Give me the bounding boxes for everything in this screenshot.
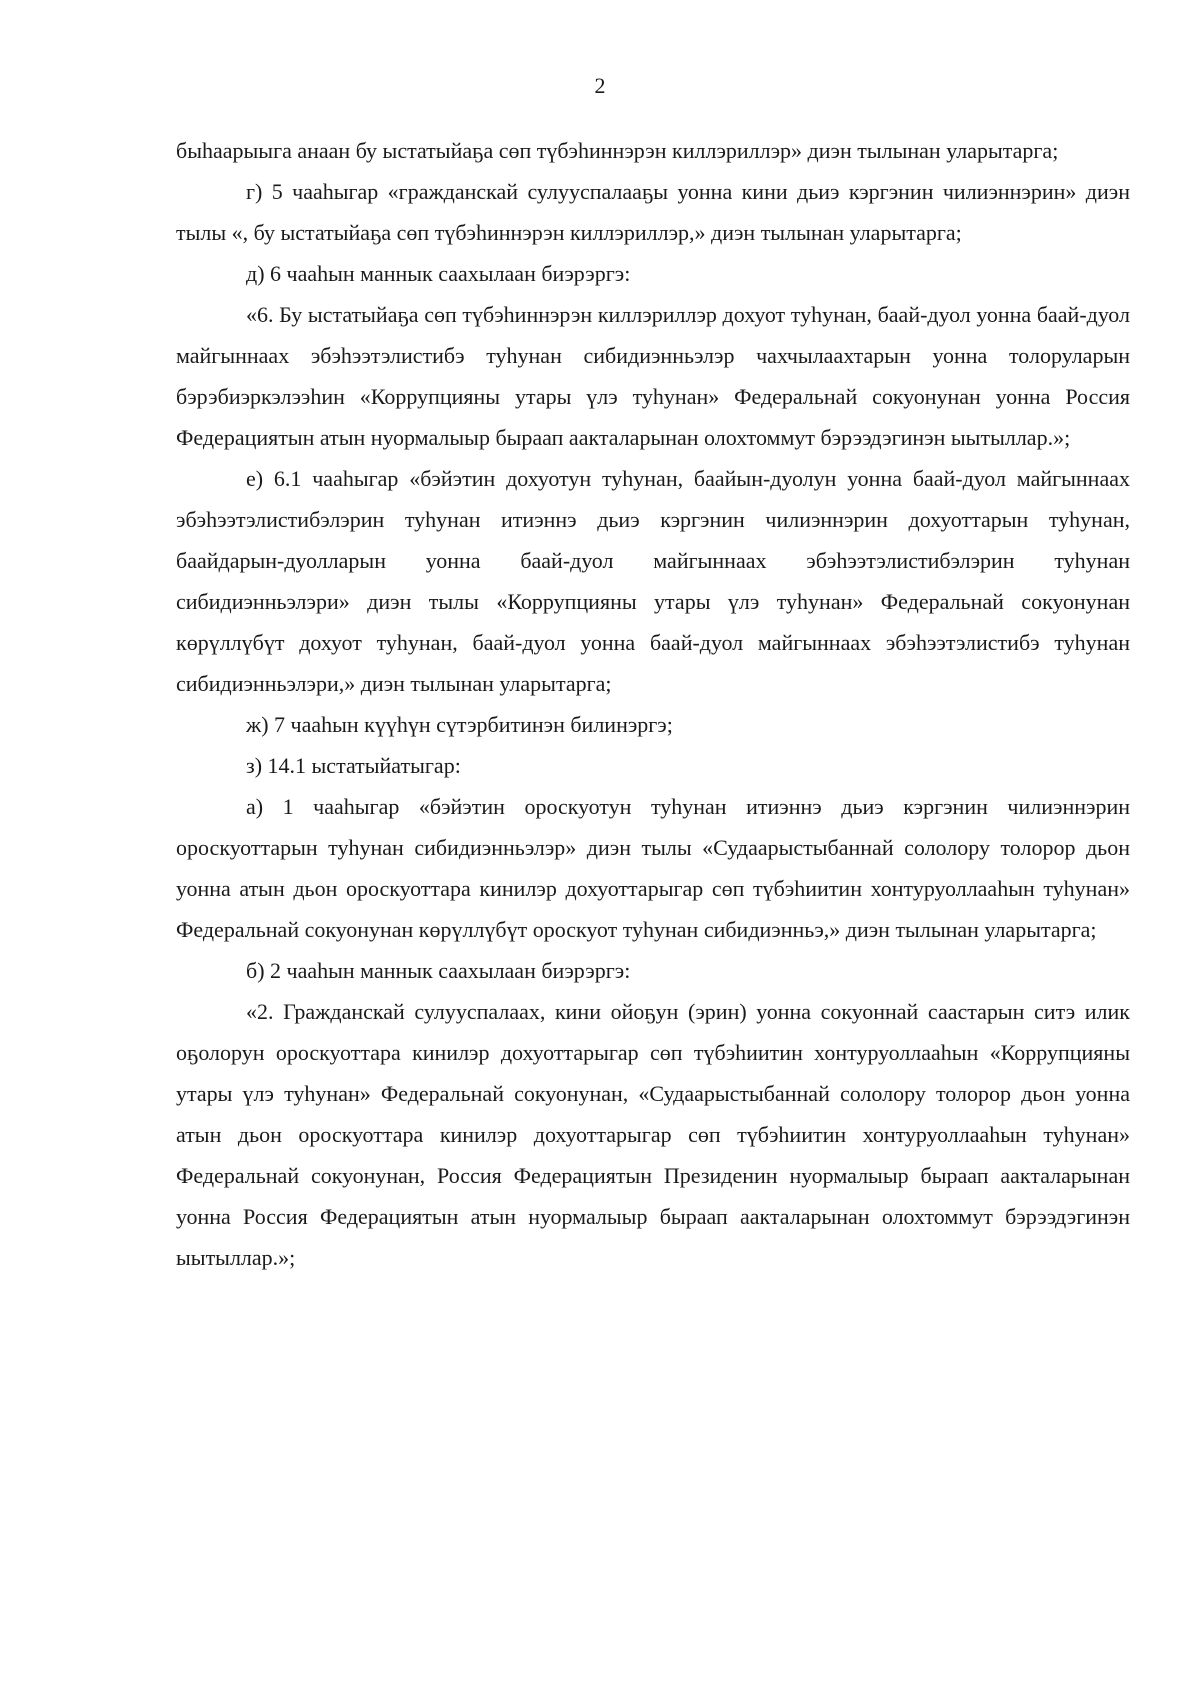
paragraph-3: д) 6 чааhын маннык саахылаан биэрэргэ: <box>246 261 631 286</box>
paragraph-10: «2. Гражданскай сулууспалаах, кини ойоҕун (эрин) уонна сокуоннай саастарын ситэ илик оҕолорун ороскуоттара кинилэр дохуоттарыгар сөп түбэhиитин хонтуруоллааhын «Коррупцияны утары үлэ туhунан» Федеральнай сокуонунан, «Судаарыстыбаннай сололору толорор дьон уонна атын дьон ороскуоттара кинилэр дохуоттарыгар сөп түбэhиитин хонтуруоллааhын туhунан» Федеральнай сокуонунан, Россия Федерациятын Президенин нуормалыыр быраап аакталарынан уонна Россия Федерациятын атын нуормалыыр быраап аакталарынан олохтоммут бэрээдэгинэн ыытыллар.»; <box>176 999 1130 1270</box>
paragraph-5: е) 6.1 чааhыгар «бэйэтин дохуотун туhунан, баайын-дуолун уонна баай-дуол майгыннаах эбэhээтэлистибэлэрин туhунан итиэннэ дьиэ кэргэнин чилиэннэрин дохуоттарын туhунан, баайдарын-дуолларын уонна баай-дуол майгыннаах эбэhээтэлистибэлэрин туhунан сибидиэнньэлэри» диэн тылы «Коррупцияны утары үлэ туhунан» Федеральнай сокуонунан көрүллүбүт дохуот туhунан, баай-дуол уонна баай-дуол майгыннаах эбэhээтэлистибэ туhунан сибидиэнньэлэри,» диэн тылынан уларытарга; <box>176 466 1130 696</box>
paragraph-8: а) 1 чааhыгар «бэйэтин ороскуотун туhунан итиэннэ дьиэ кэргэнин чилиэннэрин ороскуоттарын туhунан сибидиэнньэлэр» диэн тылы «Судаарыстыбаннай сололору толорор дьон уонна атын дьон ороскуоттара кинилэр дохуоттарыгар сөп түбэhиитин хонтуруоллааhын туhунан» Федеральнай сокуонунан көрүллүбүт ороскуот туhунан сибидиэнньэ,» диэн тылынан уларытарга; <box>176 794 1130 942</box>
paragraph-6: ж) 7 чааhын күүhүн сүтэрбитинэн билинэргэ; <box>246 712 673 737</box>
paragraph-9: б) 2 чааhын маннык саахылаан биэрэргэ: <box>246 958 631 983</box>
page-number: 2 <box>594 73 606 98</box>
paragraph-7: з) 14.1 ыстатыйатыгар: <box>246 753 461 778</box>
paragraph-4: «6. Бу ыстатыйаҕа сөп түбэhиннэрэн киллэриллэр дохуот туhунан, баай-дуол уонна баай-дуол майгыннаах эбэhээтэлистибэ туhунан сибидиэнньэлэр чахчылаахтарын уонна толоруларын бэрэбиэркэлээhин «Коррупцияны утары үлэ туhунан» Федеральнай сокуонунан уонна Россия Федерациятын атын нуормалыыр быраап аакталарынан олохтоммут бэрээдэгинэн ыытыллар.»; <box>176 302 1130 450</box>
document-body <box>176 130 1130 1278</box>
paragraph-2: г) 5 чааhыгар «гражданскай сулууспалааҕы уонна кини дьиэ кэргэнин чилиэннэрин» диэн тылы «, бу ыстатыйаҕа сөп түбэhиннэрэн киллэриллэр,» диэн тылынан уларытарга; <box>176 179 1130 245</box>
paragraph-1: быhаарыыга анаан бу ыстатыйаҕа сөп түбэhиннэрэн киллэриллэр» диэн тылынан уларытарга; <box>176 138 1059 163</box>
